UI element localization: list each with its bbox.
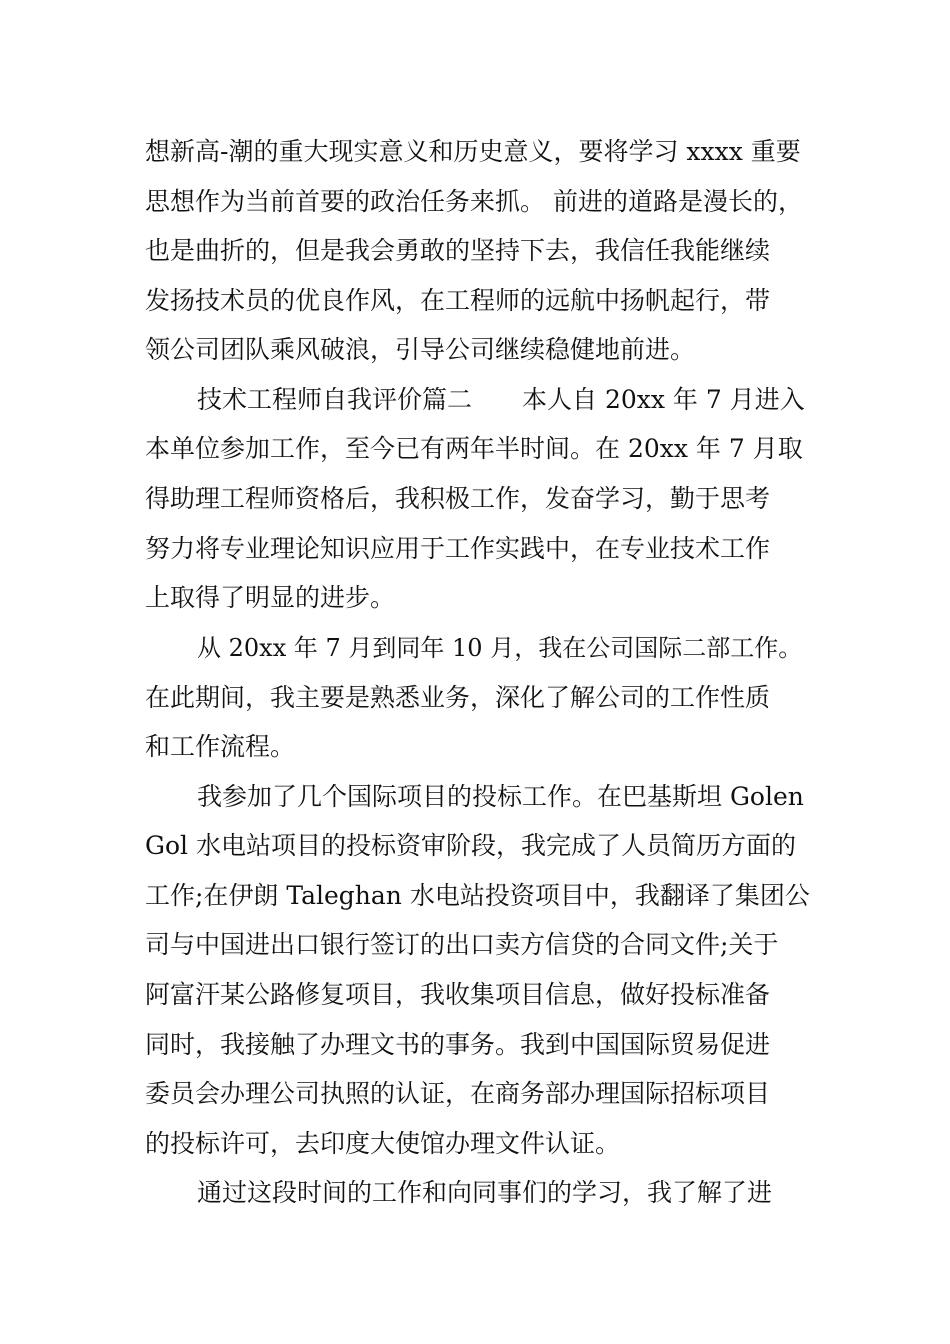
section-heading-line: 技术工程师自我评价篇二 本人自 20xx 年 7 月进入: [197, 385, 805, 414]
text-line: 在此期间，我主要是熟悉业务，深化了解公司的工作性质: [145, 683, 771, 712]
text-line: 思想作为当前首要的政治任务来抓。 前进的道路是漫长的，: [145, 187, 803, 216]
text-line: 从 20xx 年 7 月到同年 10 月，我在公司国际二部工作。: [197, 634, 803, 662]
text-line: 努力将专业理论知识应用于工作实践中，在专业技术工作: [145, 534, 771, 563]
text-line: 工作;在伊朗 Taleghan 水电站投资项目中，我翻译了集团公: [145, 881, 810, 910]
text-line: 发扬技术员的优良作风，在工程师的远航中扬帆起行，带: [145, 286, 771, 315]
text-line: Gol 水电站项目的投标资审阶段，我完成了人员简历方面的: [145, 831, 796, 860]
text-line: 本单位参加工作，至今已有两年半时间。在 20xx 年 7 月取: [145, 434, 803, 463]
text-line: 委员会办理公司执照的认证，在商务部办理国际招标项目: [145, 1079, 771, 1108]
text-line: 得助理工程师资格后，我积极工作，发奋学习，勤于思考: [145, 484, 771, 513]
text-line: 的投标许可，去印度大使馆办理文件认证。: [145, 1129, 621, 1158]
text-line: 阿富汗某公路修复项目，我收集项目信息，做好投标准备: [145, 980, 771, 1009]
text-line: 想新高-潮的重大现实意义和历史意义，要将学习 xxxx 重要: [145, 137, 801, 166]
text-line: 和工作流程。: [145, 732, 296, 761]
text-line: 通过这段时间的工作和向同事们的学习，我了解了进: [197, 1178, 773, 1207]
text-line: 上取得了明显的进步。: [145, 583, 396, 612]
text-line: 领公司团队乘风破浪，引导公司继续稳健地前进。: [145, 335, 696, 364]
text-line: 也是曲折的，但是我会勇敢的坚持下去，我信任我能继续: [145, 236, 771, 265]
text-line: 同时，我接触了办理文书的事务。我到中国国际贸易促进: [145, 1030, 771, 1059]
text-line: 司与中国进出口银行签订的出口卖方信贷的合同文件;关于: [145, 930, 779, 959]
text-line: 我参加了几个国际项目的投标工作。在巴基斯坦 Golen: [197, 782, 804, 811]
